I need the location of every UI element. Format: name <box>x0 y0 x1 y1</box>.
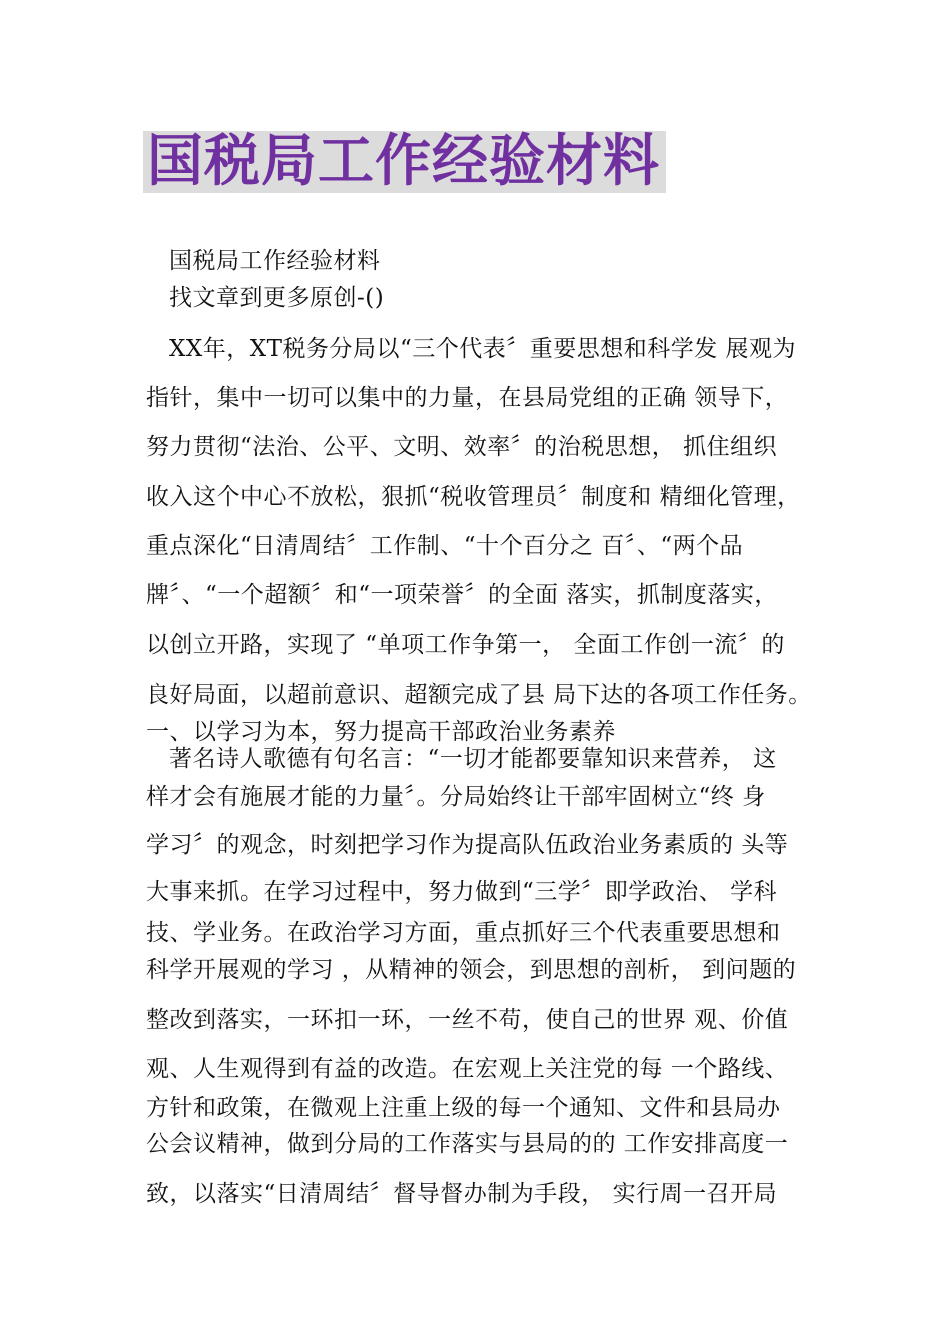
paragraph-line: 重点深化“日清周结〞工作制、“十个百分之 百〞、“两个品 <box>146 533 744 559</box>
paragraph-line: 方针和政策，在微观上注重上级的每一个通知、文件和县局办 <box>146 1095 781 1121</box>
paragraph-line: 样才会有施展才能的力量〞。分局始终让干部牢固树立“终 身 <box>146 784 766 810</box>
paragraph-line: XX年，XT税务分局以“三个代表〞重要思想和科学发 展观为 <box>169 336 797 362</box>
paragraph-line: 致，以落实“日清周结〞督导督办制为手段， 实行周一召开局 <box>146 1181 778 1207</box>
title-highlight <box>143 131 666 193</box>
section-heading: 一、以学习为本，努力提高干部政治业务素养 <box>146 719 616 745</box>
paragraph-line: 观、人生观得到有益的改造。在宏观上关注党的每 一个路线、 <box>146 1056 789 1082</box>
page-title: 国税局工作经验材料 <box>147 129 660 194</box>
paragraph-line: 以创立开路，实现了 “单项工作争第一， 全面工作创一流〞的 <box>146 632 785 658</box>
paragraph-line: 公会议精神，做到分局的工作落实与县局的的 工作安排高度一 <box>146 1131 789 1157</box>
paragraph-line: 著名诗人歌德有句名言：“一切才能都要靠知识来营养， 这 <box>169 746 777 772</box>
subtitle-line: 国税局工作经验材料 <box>169 248 381 274</box>
paragraph-line: 指针，集中一切可以集中的力量，在县局党组的正确 领导下， <box>146 385 789 411</box>
paragraph-line: 科学开展观的学习 ，从精神的领会，到思想的剖析， 到问题的 <box>146 957 797 983</box>
paragraph-line: 努力贯彻“法治、公平、文明、效率〞的治税思想， 抓住组织 <box>146 434 778 460</box>
source-line: 找文章到更多原创-() <box>169 285 385 311</box>
paragraph-line: 良好局面，以超前意识、超额完成了县 局下达的各项工作任务。 <box>146 682 812 708</box>
paragraph-line: 收入这个中心不放松，狠抓“税收管理员〞制度和 精细化管理， <box>146 484 801 510</box>
paragraph-line: 牌〞、“一个超额〞和“一项荣誉〞的全面 落实，抓制度落实， <box>146 582 778 608</box>
paragraph-line: 整改到落实，一环扣一环，一丝不苟，使自己的世界 观、价值 <box>146 1007 789 1033</box>
paragraph-line: 大事来抓。在学习过程中，努力做到“三学〞即学政治、 学科 <box>146 879 778 905</box>
paragraph-line: 学习〞的观念，时刻把学习作为提高队伍政治业务素质的 头等 <box>146 832 789 858</box>
paragraph-line: 技、学业务。在政治学习方面，重点抓好三个代表重要思想和 <box>146 920 781 946</box>
